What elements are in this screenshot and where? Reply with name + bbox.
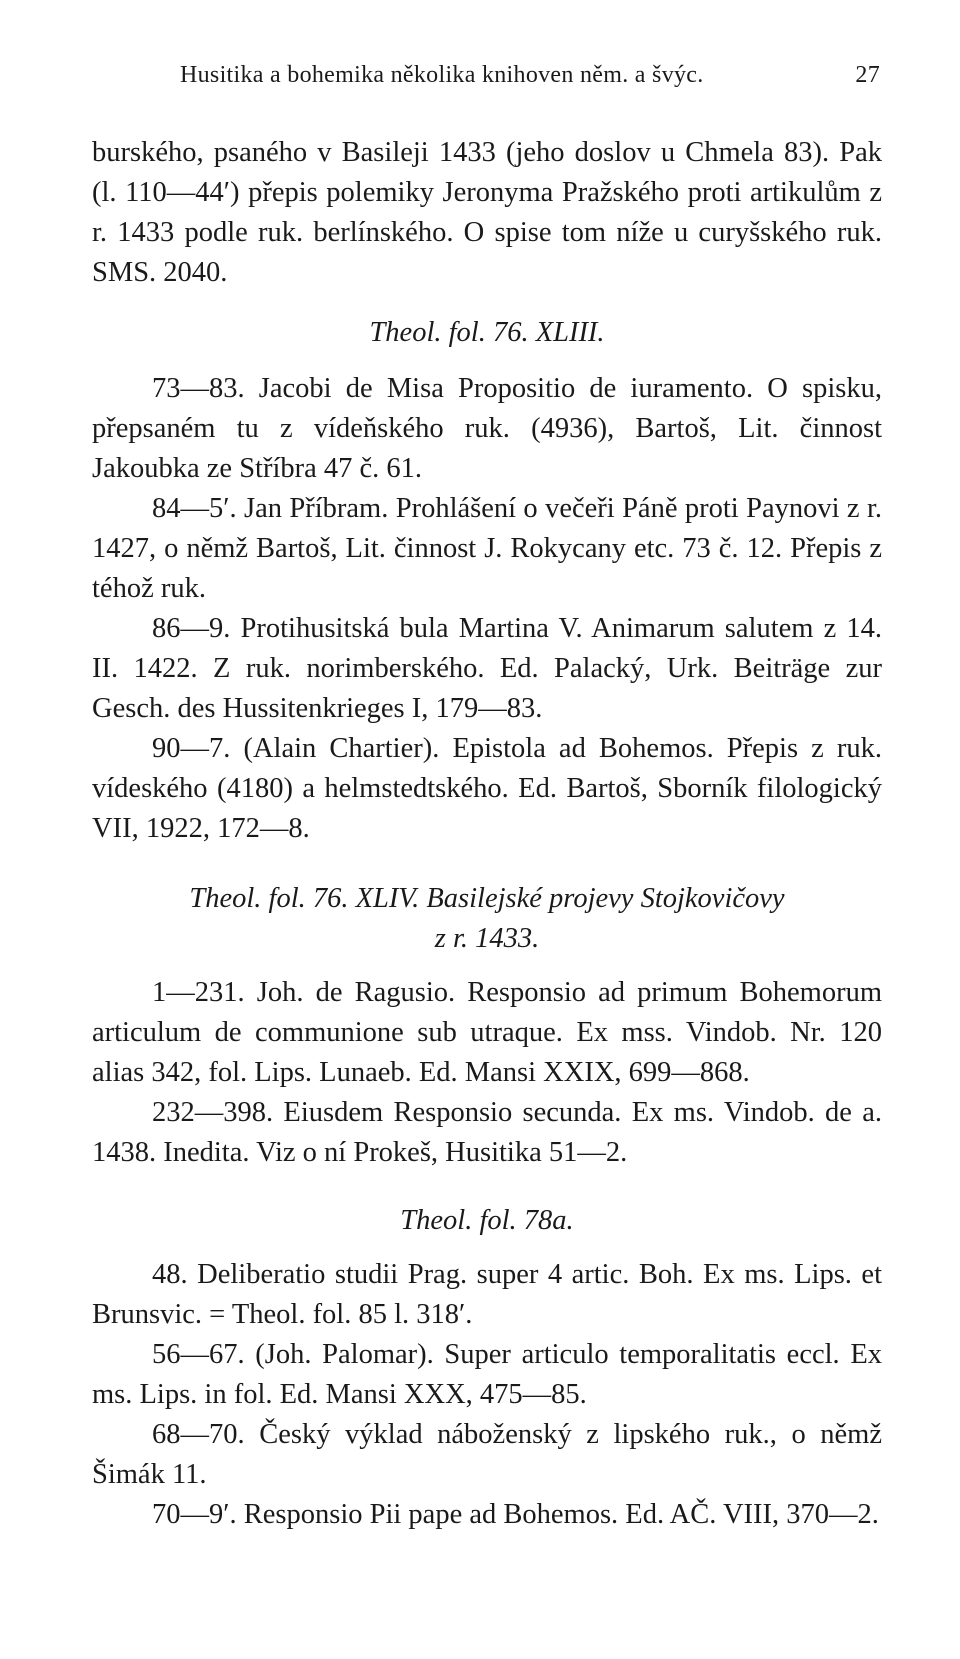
entry-1-231: 1—231. Joh. de Ragusio. Responsio ad primum Bohemorum articulum de communione sub utraque. Ex mss. Vindob. Nr. 120 alias 342, fol. Lips. Lunaeb. Ed. Mansi XXIX, 699—868. <box>92 977 882 1088</box>
section-heading-xliv-line2: z r. 1433. <box>434 923 540 954</box>
entry-90-7: 90—7. (Alain Chartier). Epistola ad Bohemos. Přepis z ruk. vídeského (4180) a helmstedtského. Ed. Bartoš, Sborník filologický VII, 1922, 172—8. <box>92 733 882 844</box>
entry-86-9: 86—9. Protihusitská bula Martina V. Animarum salutem z 14. II. 1422. Z ruk. norimberského. Ed. Palacký, Urk. Beiträge zur Gesch. des Hussitenkrieges I, 179—83. <box>92 613 882 724</box>
entry-70-9: 70—9′. Responsio Pii pape ad Bohemos. Ed. AČ. VIII, 370—2. <box>152 1499 879 1530</box>
entry-84-5: 84—5′. Jan Příbram. Prohlášení o večeři Páně proti Paynovi z r. 1427, o němž Bartoš, Lit. činnost J. Rokycany etc. 73 č. 12. Přepis z téhož ruk. <box>92 493 882 604</box>
entry-73-83: 73—83. Jacobi de Misa Propositio de iuramento. O spisku, přepsaném tu z vídeňského ruk. (4936), Bartoš, Lit. činnost Jakoubka ze Stříbra 47 č. 61. <box>92 373 882 484</box>
page-body <box>92 133 882 1535</box>
entry-232-398: 232—398. Eiusdem Responsio secunda. Ex ms. Vindob. de a. 1438. Inedita. Viz o ní Prokeš, Husitika 51—2. <box>92 1097 882 1168</box>
entry-68-70: 68—70. Český výklad náboženský z lipského ruk., o němž Šimák 11. <box>92 1419 882 1490</box>
page-number: 27 <box>855 62 880 88</box>
section-heading-xliii: Theol. fol. 76. XLIII. <box>369 317 605 348</box>
section-heading-78a: Theol. fol. 78a. <box>400 1205 574 1236</box>
section-heading-xliv <box>92 879 882 959</box>
entry-56-67: 56—67. (Joh. Palomar). Super articulo temporalitatis eccl. Ex ms. Lips. in fol. Ed. Mansi XXX, 475—85. <box>92 1339 882 1410</box>
entry-48: 48. Deliberatio studii Prag. super 4 artic. Boh. Ex ms. Lips. et Brunsvic. = Theol. fol. 85 l. 318′. <box>92 1259 882 1330</box>
paragraph-continued: burského, psaného v Basileji 1433 (jeho doslov u Chmela 83). Pak (l. 110—44′) přepis polemiky Jeronyma Pražského proti artikulům z r. 1433 podle ruk. berlínského. O spise tom níže u curyšského ruk. SMS. 2040. <box>92 137 882 288</box>
running-title: Husitika a bohemika několika knihoven něm. a švýc. <box>180 62 704 88</box>
section-heading-xliv-line1: Theol. fol. 76. XLIV. Basilejské projevy Stojkovičovy <box>189 883 785 914</box>
